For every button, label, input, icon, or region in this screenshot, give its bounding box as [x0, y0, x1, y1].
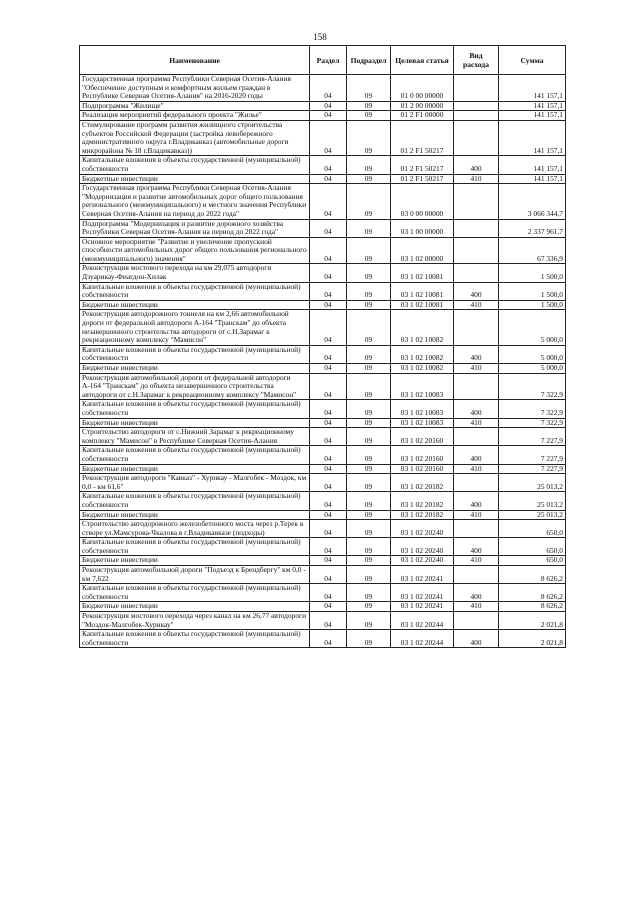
row-target: 01 0 00 00000: [391, 75, 454, 102]
row-expense: [454, 101, 499, 111]
row-target: 03 1 02 20160: [391, 428, 454, 446]
row-name: Подпрограмма "Модернизация и развитие дорожного хозяйства Республики Северная Осетия-Алания на период до 2022 года": [80, 219, 310, 237]
row-expense: 400: [454, 345, 499, 363]
row-name: Бюджетные инвестиции: [80, 556, 310, 566]
row-name: Реконструкция мостового перехода на км 29,075 автодороги Дзуарикау-Фиагдон-Хилак: [80, 264, 310, 282]
row-sum: 25 013,2: [499, 492, 566, 510]
row-podrazdel: 09: [347, 111, 391, 121]
row-podrazdel: 09: [347, 310, 391, 345]
row-name: Бюджетные инвестиции: [80, 174, 310, 184]
row-target: 03 1 02 10082: [391, 310, 454, 345]
row-razdel: 04: [310, 630, 347, 648]
row-name: Государственная программа Республики Северная Осетия-Алания "Обеспечение доступным и комфортным жильем граждан в Республике Северная Осетия-Алания" на 2016-2020 годы: [80, 75, 310, 102]
row-sum: 25 013,2: [499, 474, 566, 492]
row-expense: [454, 566, 499, 584]
row-podrazdel: 09: [347, 373, 391, 400]
row-sum: 8 626,2: [499, 584, 566, 602]
row-sum: 650,0: [499, 520, 566, 538]
row-target: 03 0 00 00000: [391, 184, 454, 219]
table-row: [80, 474, 566, 492]
row-name: Подпрограмма "Жилище": [80, 101, 310, 111]
row-target: 03 1 02 20244: [391, 630, 454, 648]
row-sum: 1 500,0: [499, 300, 566, 310]
table-row: [80, 264, 566, 282]
row-sum: 8 626,2: [499, 566, 566, 584]
row-target: 03 1 02 10081: [391, 282, 454, 300]
row-sum: 1 500,0: [499, 264, 566, 282]
row-razdel: 04: [310, 428, 347, 446]
row-name: Капитальные вложения в объекты государственной (муниципальной) собственности: [80, 538, 310, 556]
row-razdel: 04: [310, 492, 347, 510]
row-expense: 410: [454, 510, 499, 520]
row-target: 03 1 02 10081: [391, 264, 454, 282]
row-name: Реализация мероприятий федерального проекта "Жилье": [80, 111, 310, 121]
row-target: 03 1 02 20160: [391, 464, 454, 474]
table-row: [80, 584, 566, 602]
row-name: Бюджетные инвестиции: [80, 602, 310, 612]
row-target: 03 1 02 10082: [391, 345, 454, 363]
row-razdel: 04: [310, 400, 347, 418]
row-podrazdel: 09: [347, 418, 391, 428]
table-row: [80, 418, 566, 428]
row-podrazdel: 09: [347, 400, 391, 418]
row-sum: 7 322,9: [499, 418, 566, 428]
table-row: [80, 111, 566, 121]
table-row: [80, 602, 566, 612]
row-razdel: 04: [310, 174, 347, 184]
row-target: 03 1 02 20240: [391, 520, 454, 538]
row-sum: 141 157,1: [499, 101, 566, 111]
row-target: 03 1 02 20241: [391, 584, 454, 602]
row-razdel: 04: [310, 111, 347, 121]
row-sum: 25 013,2: [499, 510, 566, 520]
row-sum: 7 322,9: [499, 400, 566, 418]
row-name: Капитальные вложения в объекты государственной (муниципальной) собственности: [80, 156, 310, 174]
row-name: Бюджетные инвестиции: [80, 464, 310, 474]
row-podrazdel: 09: [347, 612, 391, 630]
row-expense: [454, 310, 499, 345]
row-expense: [454, 373, 499, 400]
row-expense: [454, 474, 499, 492]
row-target: 03 1 02 20240: [391, 538, 454, 556]
row-razdel: 04: [310, 474, 347, 492]
table-row: [80, 556, 566, 566]
row-razdel: 04: [310, 612, 347, 630]
row-podrazdel: 09: [347, 156, 391, 174]
row-razdel: 04: [310, 520, 347, 538]
row-sum: 7 227,9: [499, 446, 566, 464]
table-row: [80, 184, 566, 219]
table-row: [80, 156, 566, 174]
row-podrazdel: 09: [347, 364, 391, 374]
row-target: 03 1 02 20241: [391, 602, 454, 612]
row-target: 01 2 F1 50217: [391, 156, 454, 174]
row-podrazdel: 09: [347, 282, 391, 300]
row-target: 03 1 02 20244: [391, 612, 454, 630]
row-razdel: 04: [310, 282, 347, 300]
row-expense: [454, 612, 499, 630]
row-name: Государственная программа Республики Северная Осетия-Алания "Модернизация и развитие автомобильных дорог общего пользования регионального (межмуниципального) и местного значения Республики Северная Осетия-Алания на период до 2022 года": [80, 184, 310, 219]
page-number: 158: [313, 32, 327, 42]
row-target: 03 1 02 00000: [391, 237, 454, 264]
row-sum: 2 021,8: [499, 612, 566, 630]
row-name: Капитальные вложения в объекты государственной (муниципальной) собственности: [80, 282, 310, 300]
row-podrazdel: 09: [347, 237, 391, 264]
row-podrazdel: 09: [347, 510, 391, 520]
table-row: [80, 282, 566, 300]
row-sum: 8 626,2: [499, 602, 566, 612]
row-expense: 400: [454, 400, 499, 418]
row-name: Капитальные вложения в объекты государственной (муниципальной) собственности: [80, 400, 310, 418]
header-name: Наименование: [80, 46, 310, 75]
row-target: 03 1 02 20182: [391, 510, 454, 520]
row-sum: 7 227,9: [499, 464, 566, 474]
row-razdel: 04: [310, 101, 347, 111]
row-target: 03 1 02 10083: [391, 373, 454, 400]
header-expense: Вид расхода: [454, 46, 499, 75]
row-sum: 7 227,9: [499, 428, 566, 446]
row-podrazdel: 09: [347, 264, 391, 282]
table-row: [80, 630, 566, 648]
row-sum: 141 157,1: [499, 111, 566, 121]
row-name: Капитальные вложения в объекты государственной (муниципальной) собственности: [80, 446, 310, 464]
table-row: [80, 520, 566, 538]
row-razdel: 04: [310, 75, 347, 102]
row-podrazdel: 09: [347, 520, 391, 538]
row-sum: 650,0: [499, 556, 566, 566]
row-razdel: 04: [310, 556, 347, 566]
header-razdel: Раздел: [310, 46, 347, 75]
table-row: [80, 446, 566, 464]
table-row: [80, 566, 566, 584]
row-sum: 5 000,0: [499, 310, 566, 345]
row-name: Бюджетные инвестиции: [80, 418, 310, 428]
table-row: [80, 174, 566, 184]
row-name: Реконструкция автодорожного тоннеля на км 2,66 автомобильной дороги от федеральной автодороги А-164 "Транскам" до объекта незавершенного строительства автодороги от с.Н.Зарамаг к рекреационному комплексу "Мамисон": [80, 310, 310, 345]
row-razdel: 04: [310, 602, 347, 612]
row-razdel: 04: [310, 373, 347, 400]
row-podrazdel: 09: [347, 630, 391, 648]
row-expense: 400: [454, 156, 499, 174]
row-razdel: 04: [310, 446, 347, 464]
row-podrazdel: 09: [347, 184, 391, 219]
row-sum: 141 157,1: [499, 174, 566, 184]
row-expense: 400: [454, 492, 499, 510]
row-name: Реконструкция автодороги "Кавказ" - Хурикау - Малгобек - Моздок, км 0,0 - км 61,6": [80, 474, 310, 492]
row-podrazdel: 09: [347, 464, 391, 474]
row-razdel: 04: [310, 264, 347, 282]
row-expense: 400: [454, 584, 499, 602]
row-podrazdel: 09: [347, 566, 391, 584]
row-podrazdel: 09: [347, 584, 391, 602]
row-expense: 410: [454, 556, 499, 566]
row-expense: [454, 520, 499, 538]
row-name: Бюджетные инвестиции: [80, 364, 310, 374]
row-expense: [454, 75, 499, 102]
row-target: 03 1 02 10083: [391, 418, 454, 428]
row-name: Стимулирование программ развития жилищного строительства субъектов Российской Федерации (застройка левобережного административного округа г.Владикавказ (автомобильные дороги микрорайона № 18 г.Владикавказ)): [80, 120, 310, 155]
row-target: 03 1 02 20182: [391, 492, 454, 510]
row-target: 03 1 02 20160: [391, 446, 454, 464]
row-expense: 410: [454, 300, 499, 310]
row-sum: 2 021,8: [499, 630, 566, 648]
table-row: [80, 492, 566, 510]
row-target: 03 1 02 20241: [391, 566, 454, 584]
row-name: Основное мероприятие "Развитие и увеличение пропускной способности автомобильных дорог общего пользования регионального (межмуниципального) значения": [80, 237, 310, 264]
row-razdel: 04: [310, 364, 347, 374]
table-row: [80, 310, 566, 345]
row-name: Бюджетные инвестиции: [80, 510, 310, 520]
row-podrazdel: 09: [347, 300, 391, 310]
row-name: Капитальные вложения в объекты государственной (муниципальной) собственности: [80, 630, 310, 648]
row-expense: [454, 264, 499, 282]
row-podrazdel: 09: [347, 75, 391, 102]
table-body: [80, 75, 566, 648]
header-sum: Сумма: [499, 46, 566, 75]
row-target: 03 1 02 20182: [391, 474, 454, 492]
row-podrazdel: 09: [347, 446, 391, 464]
row-expense: [454, 237, 499, 264]
row-target: 03 1 02 10082: [391, 364, 454, 374]
table-row: [80, 75, 566, 102]
row-sum: 1 500,0: [499, 282, 566, 300]
table-row: [80, 345, 566, 363]
row-name: Капитальные вложения в объекты государственной (муниципальной) собственности: [80, 345, 310, 363]
row-podrazdel: 09: [347, 219, 391, 237]
table-row: [80, 612, 566, 630]
row-sum: 141 157,1: [499, 120, 566, 155]
row-podrazdel: 09: [347, 345, 391, 363]
table-row: [80, 464, 566, 474]
row-podrazdel: 09: [347, 602, 391, 612]
row-sum: 141 157,1: [499, 75, 566, 102]
row-expense: [454, 184, 499, 219]
row-expense: [454, 428, 499, 446]
row-podrazdel: 09: [347, 101, 391, 111]
row-sum: 67 336,9: [499, 237, 566, 264]
row-razdel: 04: [310, 418, 347, 428]
row-razdel: 04: [310, 584, 347, 602]
row-sum: 3 066 344,7: [499, 184, 566, 219]
row-name: Реконструкция автомобильной дороги "Подъезд к Брендбергу" км 0,0 - км 7,622: [80, 566, 310, 584]
table-row: [80, 364, 566, 374]
row-target: 01 2 F1 00000: [391, 111, 454, 121]
row-razdel: 04: [310, 120, 347, 155]
row-sum: 5 000,0: [499, 364, 566, 374]
table-row: [80, 538, 566, 556]
header-target: Целевая статья: [391, 46, 454, 75]
table-row: [80, 219, 566, 237]
row-podrazdel: 09: [347, 556, 391, 566]
row-expense: [454, 219, 499, 237]
table-row: [80, 373, 566, 400]
row-expense: 410: [454, 364, 499, 374]
row-podrazdel: 09: [347, 474, 391, 492]
row-name: Капитальные вложения в объекты государственной (муниципальной) собственности: [80, 492, 310, 510]
table-row: [80, 400, 566, 418]
row-name: Реконструкция мостового перехода через канал на км 26,77 автодороги "Моздок-Малгобек-Хурикау": [80, 612, 310, 630]
row-razdel: 04: [310, 310, 347, 345]
row-name: Реконструкция автомобильной дороги от федеральной автодороги А-164 "Транскам" до объекта незавершенного строительства автодороги от с.Н.Зарамаг к рекреационному комплексу "Мамисон": [80, 373, 310, 400]
row-name: Строительство автодороги от с.Нижний Зарамаг к рекреационному комплексу "Мамисон" в Республике Северная Осетия-Алания: [80, 428, 310, 446]
table-row: [80, 101, 566, 111]
row-name: Бюджетные инвестиции: [80, 300, 310, 310]
row-podrazdel: 09: [347, 492, 391, 510]
row-sum: 7 322,9: [499, 373, 566, 400]
row-expense: 410: [454, 174, 499, 184]
row-razdel: 04: [310, 566, 347, 584]
row-razdel: 04: [310, 219, 347, 237]
budget-table: [79, 45, 566, 648]
row-expense: 400: [454, 538, 499, 556]
row-sum: 5 000,0: [499, 345, 566, 363]
row-razdel: 04: [310, 156, 347, 174]
row-target: 03 1 02 10083: [391, 400, 454, 418]
header-podrazdel: Подраздел: [347, 46, 391, 75]
row-target: 03 1 00 00000: [391, 219, 454, 237]
row-target: 01 2 F1 50217: [391, 174, 454, 184]
row-podrazdel: 09: [347, 120, 391, 155]
row-sum: 141 157,1: [499, 156, 566, 174]
row-target: 01 2 F1 50217: [391, 120, 454, 155]
row-razdel: 04: [310, 184, 347, 219]
row-expense: 400: [454, 446, 499, 464]
row-target: 01 2 00 00000: [391, 101, 454, 111]
row-razdel: 04: [310, 345, 347, 363]
row-razdel: 04: [310, 300, 347, 310]
row-razdel: 04: [310, 510, 347, 520]
row-expense: [454, 111, 499, 121]
row-sum: 650,0: [499, 538, 566, 556]
table-row: [80, 428, 566, 446]
table-row: [80, 300, 566, 310]
row-expense: 410: [454, 464, 499, 474]
table-header-row: [80, 46, 566, 75]
row-podrazdel: 09: [347, 174, 391, 184]
row-podrazdel: 09: [347, 428, 391, 446]
row-name: Строительство автодорожного железобетонного моста через р.Терек в створе ул.Мамсурова-Чкалова в г.Владикавказе (подходы): [80, 520, 310, 538]
table-row: [80, 510, 566, 520]
row-expense: [454, 120, 499, 155]
row-razdel: 04: [310, 538, 347, 556]
row-expense: 410: [454, 602, 499, 612]
row-target: 03 1 02 20240: [391, 556, 454, 566]
row-expense: 410: [454, 418, 499, 428]
row-expense: 400: [454, 282, 499, 300]
row-razdel: 04: [310, 237, 347, 264]
row-name: Капитальные вложения в объекты государственной (муниципальной) собственности: [80, 584, 310, 602]
row-expense: 400: [454, 630, 499, 648]
row-podrazdel: 09: [347, 538, 391, 556]
row-target: 03 1 02 10081: [391, 300, 454, 310]
table-row: [80, 237, 566, 264]
row-razdel: 04: [310, 464, 347, 474]
table-row: [80, 120, 566, 155]
row-sum: 2 337 961,7: [499, 219, 566, 237]
